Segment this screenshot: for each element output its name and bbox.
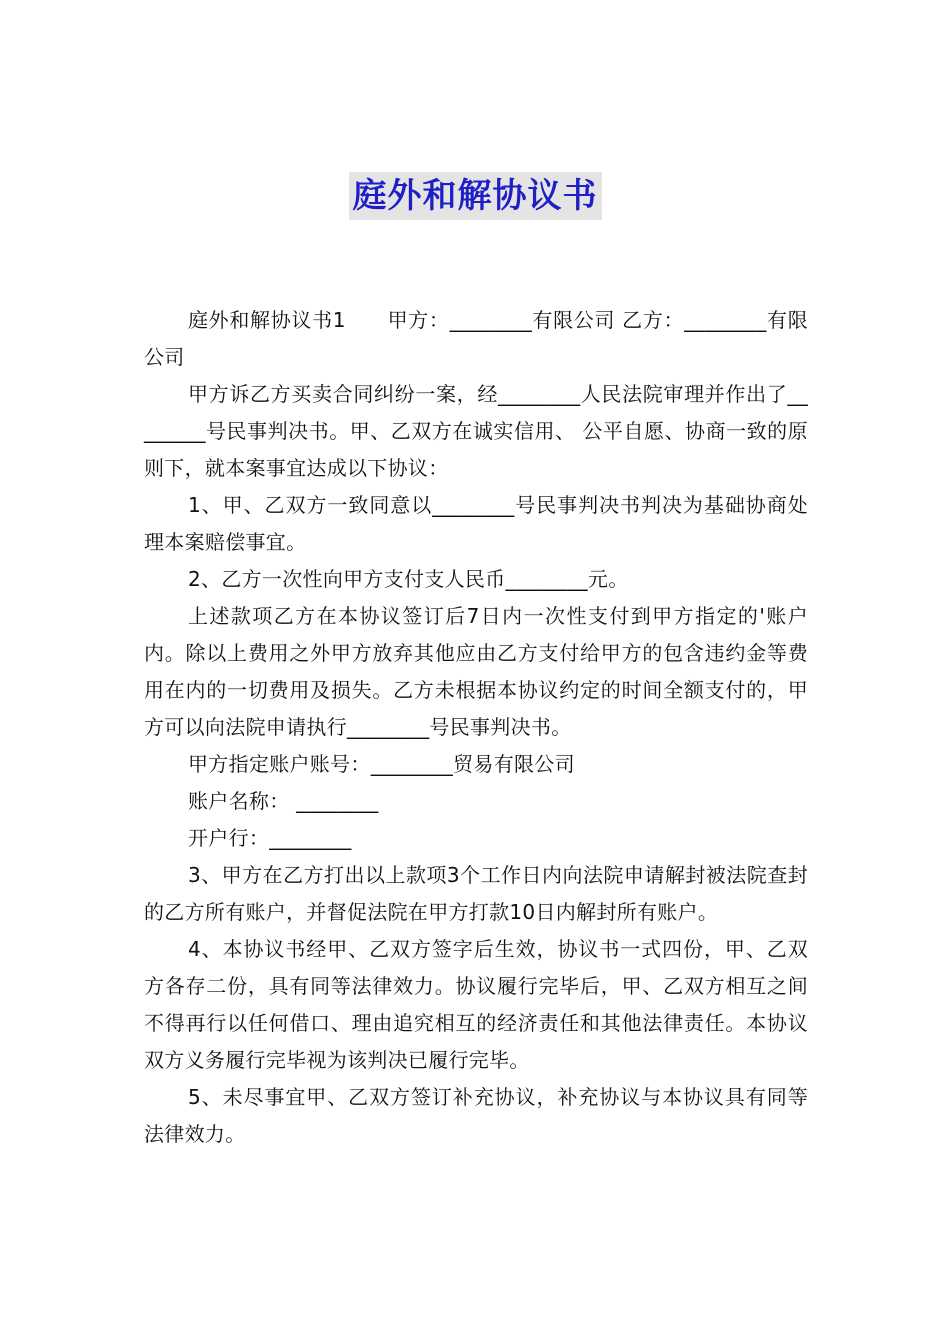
paragraph-clause-4: 4、本协议书经甲、乙双方签字后生效，协议书一式四份，甲、乙双方各存二份，具有同等法律效力。协议履行完毕后，甲、乙双方相互之间不得再行以任何借口、理由追究相互的经济责任和其他法律责任。本协议双方义务履行完毕视为该判决已履行完毕。: [144, 937, 808, 1072]
paragraph-background: 甲方诉乙方买卖合同纠纷一案，经________人民法院审理并作出了________号民事判决书。甲、乙双方在诚实信用、 公平自愿、协商一致的原则下，就本案事宜达成以下协议：: [144, 382, 808, 480]
document-title: 庭外和解协议书: [349, 172, 602, 220]
paragraph-payment-terms: 上述款项乙方在本协议签订后7日内一次性支付到甲方指定的'账户内。除以上费用之外甲方放弃其他应由乙方支付给甲方的包含违约金等费用在内的一切费用及损失。乙方未根据本协议约定的时间全额支付的，甲方可以向法院申请执行________号民事判决书。: [144, 604, 808, 739]
document-body: [144, 302, 808, 1153]
paragraph-clause-1: 1、甲、乙双方一致同意以________号民事判决书判决为基础协商处理本案赔偿事宜。: [144, 493, 808, 554]
paragraph-clause-3: 3、甲方在乙方打出以上款项3个工作日内向法院申请解封被法院查封的乙方所有账户，并督促法院在甲方打款10日内解封所有账户。: [144, 863, 808, 924]
paragraph-account-name: 账户名称： ________: [188, 789, 379, 813]
title-container: [0, 172, 950, 220]
paragraph-clause-5: 5、未尽事宜甲、乙双方签订补充协议，补充协议与本协议具有同等法律效力。: [144, 1085, 808, 1146]
paragraph-bank: 开户行：________: [188, 826, 352, 850]
paragraph-account-number: 甲方指定账户账号：________贸易有限公司: [188, 752, 575, 776]
paragraph-parties: 庭外和解协议书1 甲方：________有限公司 乙方：________有限公司: [144, 308, 808, 369]
paragraph-clause-2: 2、乙方一次性向甲方支付支人民币________元。: [188, 567, 629, 591]
